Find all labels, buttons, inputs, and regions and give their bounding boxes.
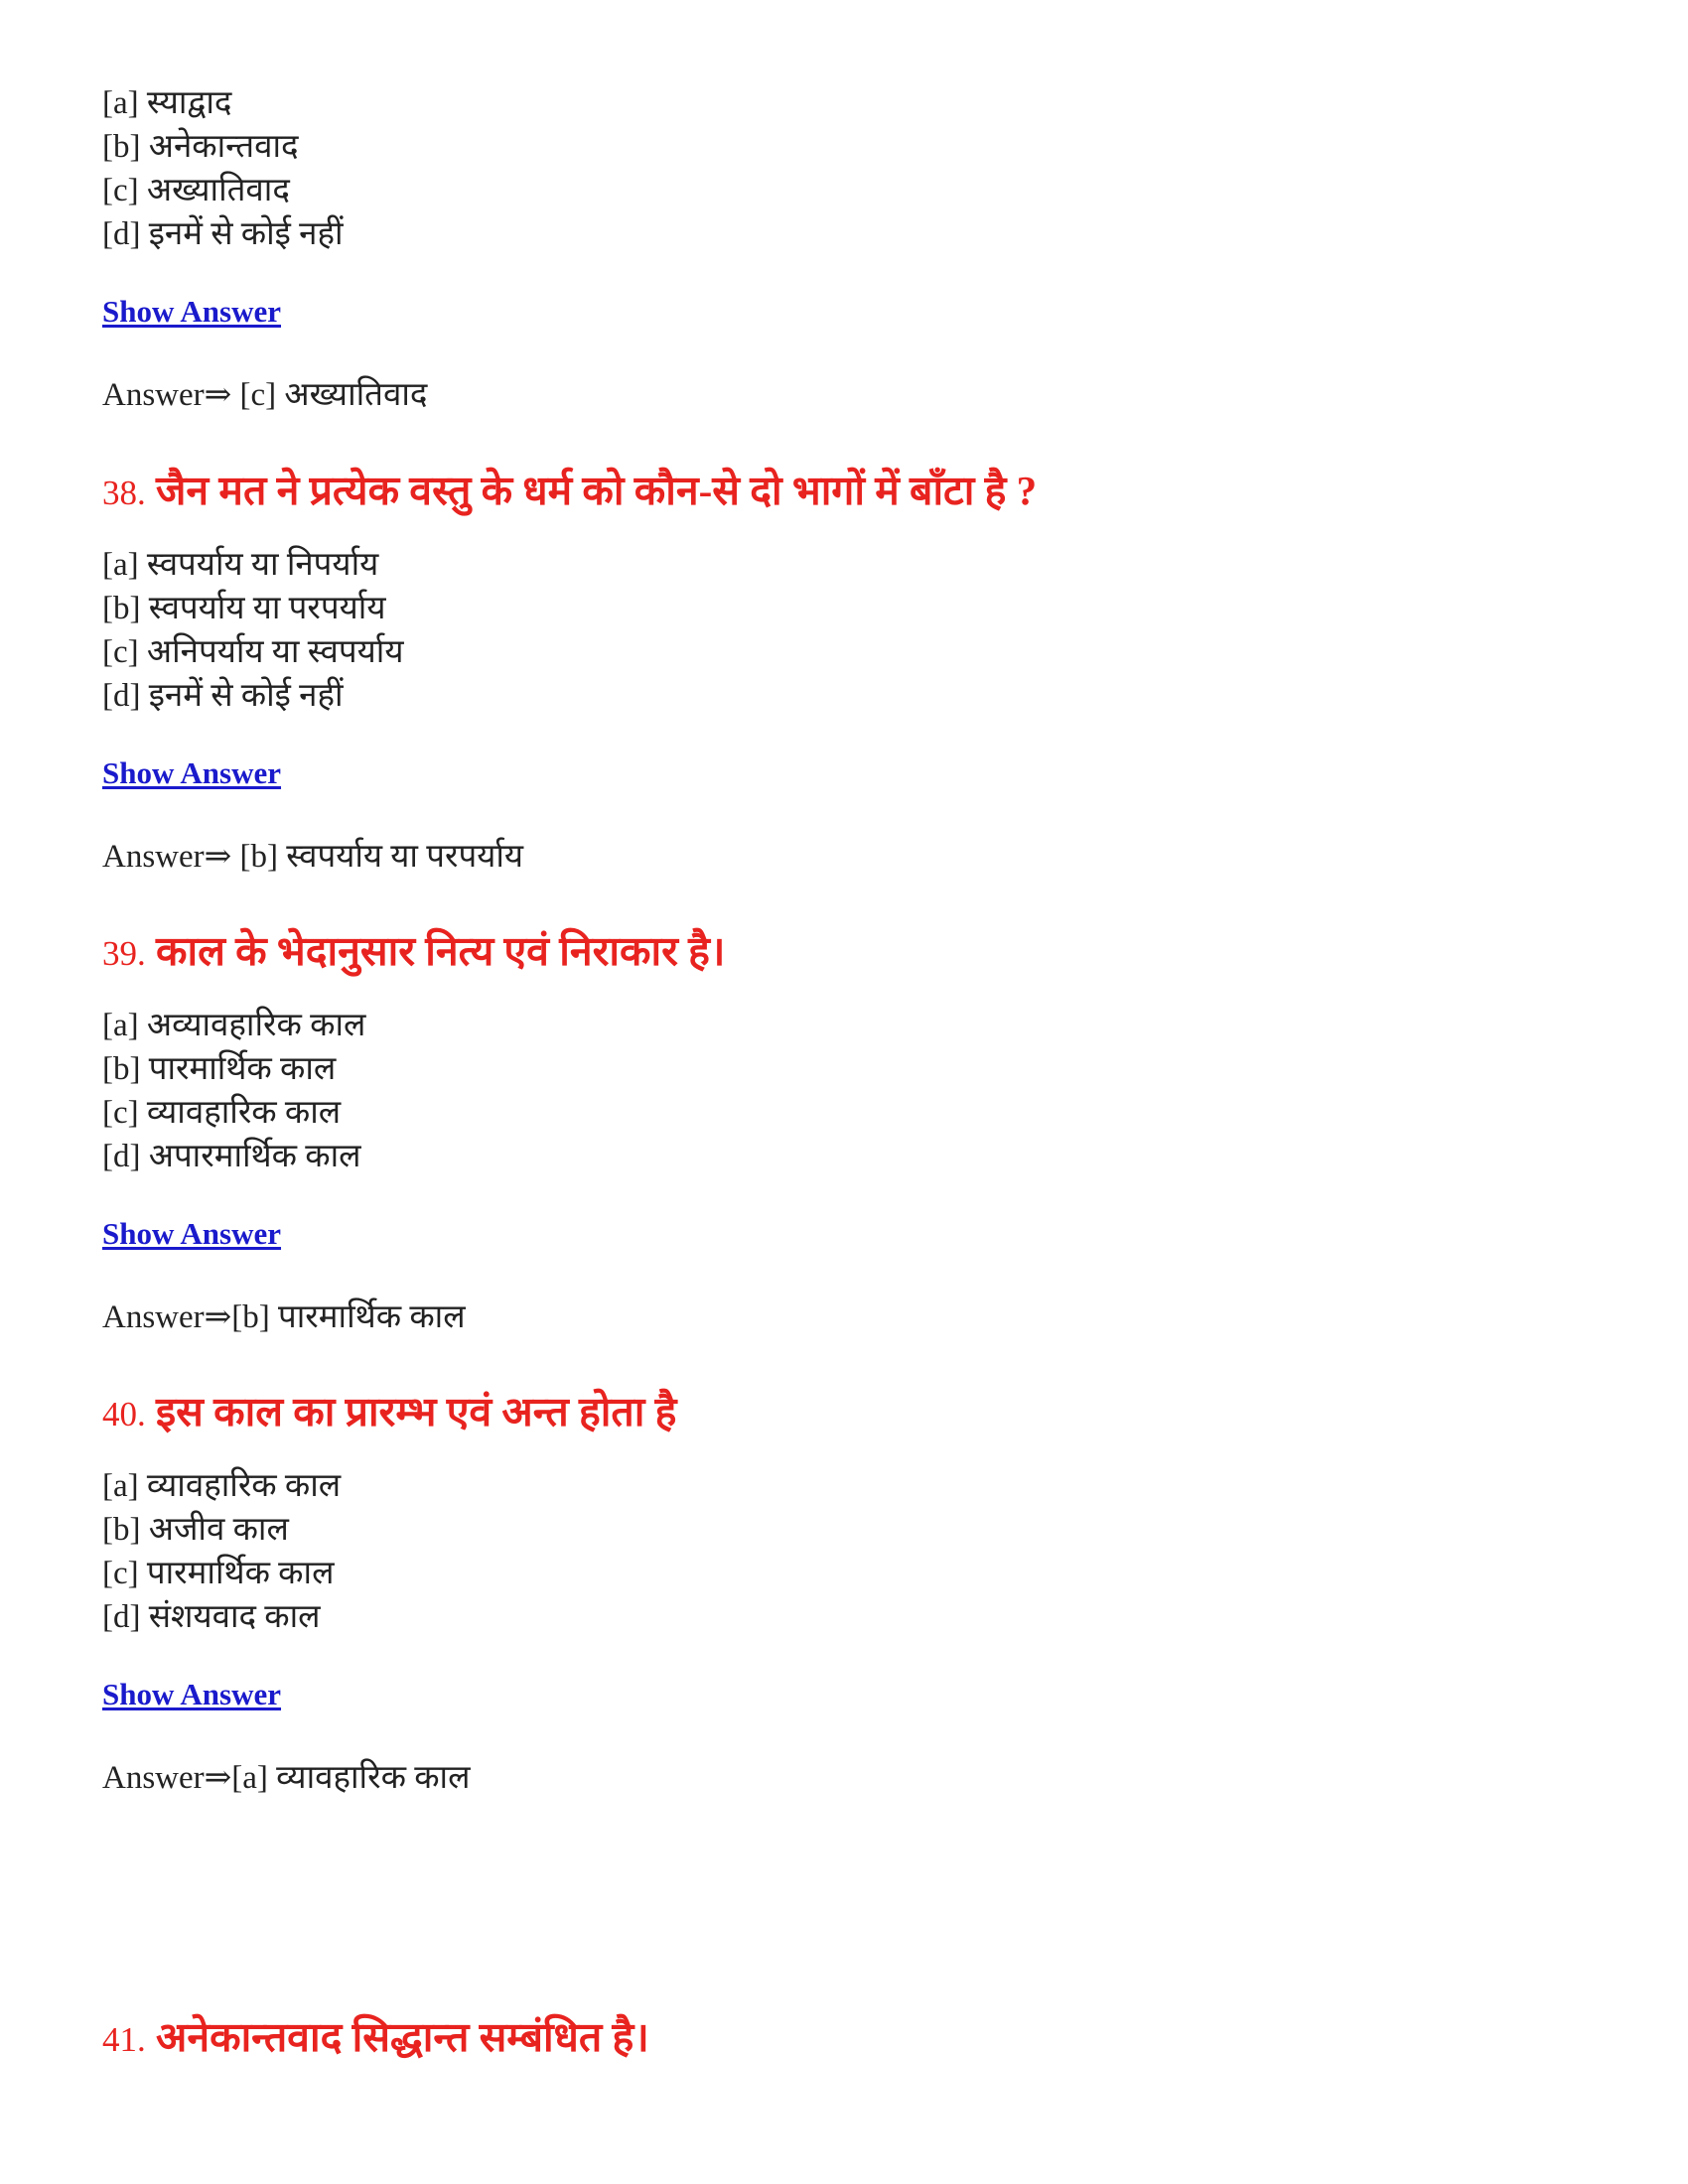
- option-d: [d] इनमें से कोई नहीं: [102, 678, 344, 714]
- option-b: [b] स्वपर्याय या परपर्याय: [102, 591, 386, 626]
- question-40-options: [102, 1464, 676, 1639]
- question-text: जैन मत ने प्रत्येक वस्तु के धर्म को कौन-से दो भागों में बाँटा है ?: [156, 468, 1038, 513]
- question-40-block: [102, 1384, 676, 1800]
- question-text: अनेकान्तवाद सिद्धान्त सम्बंधित है।: [156, 2014, 649, 2060]
- question-37-block: [102, 81, 427, 417]
- answer-text: Answer⇒ [c] अख्यातिवाद: [102, 377, 428, 413]
- option-b: [b] पारमार्थिक काल: [102, 1051, 337, 1087]
- show-answer-wrap: [102, 292, 427, 332]
- answer-text: Answer⇒[a] व्यावहारिक काल: [102, 1760, 471, 1796]
- option-c: [c] पारमार्थिक काल: [102, 1556, 335, 1591]
- option-b: [b] अजीव काल: [102, 1512, 289, 1548]
- question-title: [102, 923, 725, 982]
- question-number: 40.: [102, 1395, 146, 1433]
- answer-text: Answer⇒ [b] स्वपर्याय या परपर्याय: [102, 839, 524, 875]
- option-b: [b] अनेकान्तवाद: [102, 129, 299, 165]
- show-answer-link[interactable]: Show Answer: [102, 294, 282, 329]
- option-c: [c] व्यावहारिक काल: [102, 1095, 342, 1131]
- option-d: [d] संशयवाद काल: [102, 1599, 321, 1635]
- question-text: काल के भेदानुसार नित्य एवं निराकार है।: [156, 928, 726, 974]
- question-text: इस काल का प्रारम्भ एवं अन्त होता है: [156, 1389, 677, 1434]
- show-answer-wrap: [102, 1675, 676, 1714]
- question-39-block: [102, 923, 725, 1339]
- option-d: [d] इनमें से कोई नहीं: [102, 216, 344, 252]
- option-a: [a] अव्यावहारिक काल: [102, 1008, 366, 1043]
- question-38-block: [102, 463, 1037, 879]
- show-answer-wrap: [102, 1214, 725, 1254]
- option-a: [a] व्यावहारिक काल: [102, 1468, 342, 1504]
- answer-text: Answer⇒[b] पारमार्थिक काल: [102, 1299, 466, 1335]
- option-a: [a] स्वपर्याय या निपर्याय: [102, 547, 379, 583]
- question-38-options: [102, 543, 1037, 718]
- question-41-block: [102, 2009, 649, 2068]
- option-c: [c] अख्यातिवाद: [102, 173, 290, 208]
- question-title: [102, 463, 1037, 521]
- option-d: [d] अपारमार्थिक काल: [102, 1139, 361, 1174]
- question-37-options: [102, 81, 427, 256]
- question-39-options: [102, 1004, 725, 1178]
- question-title: [102, 2009, 649, 2068]
- show-answer-link[interactable]: Show Answer: [102, 1216, 282, 1251]
- question-number: 39.: [102, 934, 146, 973]
- question-number: 41.: [102, 2020, 146, 2059]
- question-title: [102, 1384, 676, 1442]
- show-answer-link[interactable]: Show Answer: [102, 755, 282, 790]
- option-c: [c] अनिपर्याय या स्वपर्याय: [102, 634, 404, 670]
- question-number: 38.: [102, 474, 146, 512]
- option-a: [a] स्याद्वाद: [102, 85, 232, 121]
- show-answer-wrap: [102, 753, 1037, 793]
- show-answer-link[interactable]: Show Answer: [102, 1677, 282, 1711]
